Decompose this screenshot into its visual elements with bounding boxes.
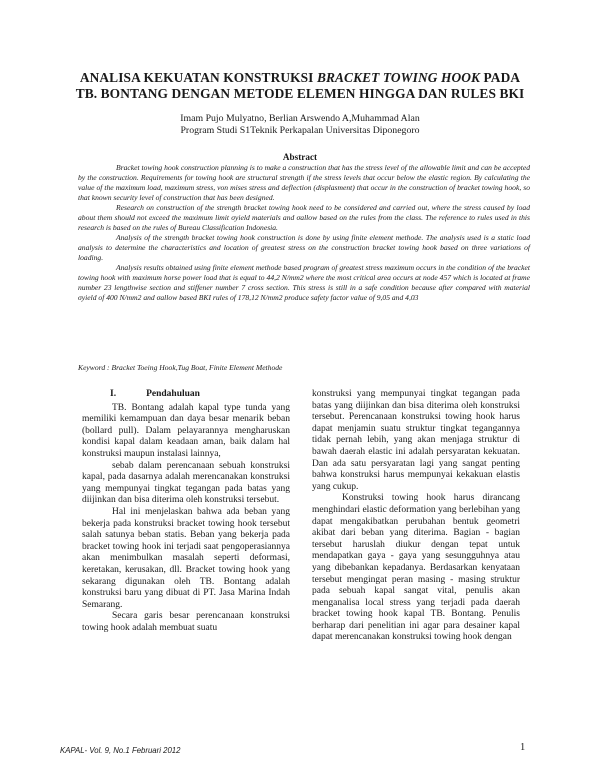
body-paragraph: Hal ini menjelaskan bahwa ada beban yang bekerja pada konstruksi bracket towing hook tersebut salah satunya beban statis. Beban yang bekerja pada bracket towing hook ini terjadi saat pengoperasiannya akan menimbulkan masalah seperti deformasi, keretakan, kerusakan, dll. Bracket towing hook yang sekarang digunakan oleh TB. Bontang adalah konstruksi baru yang dibuat di PT. Jasa Marina Indah Semarang. (82, 506, 290, 610)
keywords: Keyword : Bracket Toeing Hook,Tug Boat, Finite Element Methode (78, 363, 283, 372)
section-number: I. (110, 389, 117, 399)
body-paragraph: Secara garis besar perencanaan konstruksi towing hook adalah membuat suatu (82, 611, 290, 633)
abstract-body (78, 163, 530, 303)
title-line-1: ANALISA KEKUATAN KONSTRUKSI BRACKET TOWING HOOK PADA (79, 70, 521, 85)
right-column (312, 389, 520, 644)
page-number: 1 (520, 742, 526, 753)
body-paragraph: TB. Bontang adalah kapal type tunda yang memiliki kemampuan dan daya besar menarik beban (bollard pull). Dalam pelayarannya mengharuskan kondisi kapal dalam keadaan aman, baik dalam hal konstruksi maupun instalasi lainnya, (82, 402, 290, 459)
body-paragraph: konstruksi yang mempunyai tingkat tegangan pada batas yang diijinkan dan bisa diterima oleh konstruksi tersebut. Perencanaan konstruksi towing hook harus dapat menjamin suatu struktur tingkat tegangannya tidak pernah lebih, yang akan menjaga struktur di bawah daerah elastic ini adalah persyaratan kekuatan. Dan ada satu persyaratan lagi yang sangat penting bahwa konstruksi harus mempunyai kekakuan elastis yang cukup. (312, 389, 520, 492)
section-title: Pendahuluan (146, 389, 200, 399)
abstract-paragraph: Analysis results obtained using finite element methode based program of greatest stress maximum occurs in the condition of the bracket towing hook with maximum horse power load that is equal to 44,2 N/mm2 where the most critical area occurs at node 457 which is located at frame number 23 lengthwise section and stiffener number 7 cross section. This stress is still in a safe condition because after compared with material σyield of 400 N/mm2 and σallow based BKI rules of 178,12 N/mm2 produce safety factor value of 9,05 and 4,03 (78, 263, 530, 302)
abstract-heading: Abstract (282, 152, 318, 162)
affiliation: Program Studi S1Teknik Perkapalan Universitas Diponegoro (180, 125, 420, 136)
section-heading (82, 389, 290, 401)
journal-footer: KAPAL- Vol. 9, No.1 Februari 2012 (60, 746, 181, 755)
abstract-paragraph: Bracket towing hook construction planning is to make a construction that has the stress level of the allowable limit and can be accepted by the construction. Requirements for towing hook are structural strength if the stress levels that occur below the elastic region. By calculating the value of the maximum load, maximum stress, von mises stress and deflection (displasment) that occur in the construction of bracket towing hook, so that known security level of construction that has been designed. (78, 163, 530, 202)
abstract-paragraph: Research on construction of the strength bracket towing hook need to be considered and carried out, where the stress caused by load about them should not exceed the maximum limit σyield materials and σallow based on the rules from the class. The reference to rules used in this research is based on the rules of Bureau Classification Indonesia. (78, 203, 530, 232)
body-paragraph: Konstruksi towing hook harus dirancang menghindari elastic deformation yang berlebihan yang dapat mengakibatkan perubahan bentuk geometri akibat dari beban yang diterima. Bagian - bagian tersebut haruslah diukur dengan tepat untuk mendapatkan gaya - gaya yang sesungguhnya atau yang dibebankan kepadanya. Berdasarkan kenyataan tersebut mengingat peran masing - masing struktur pada sebuah kapal sangat vital, penulis akan menganalisa local stress yang terjadi pada daerah bracket towing hook kapal TB. Bontang. Penulis berharap dari penelitian ini agar para desainer kapal dapat merencanakan konstruksi towing hook dengan (312, 493, 520, 643)
author-block (40, 113, 560, 137)
abstract-paragraph: Analysis of the strength bracket towing hook construction is done by using finite element methode. The analysis used is a static load analysis to determine the characteristics and location of greatest stress on the construction bracket towing hook based on three variations of loading. (78, 233, 530, 262)
body-paragraph: sebab dalam perencanaan sebuah konstruksi kapal, pada dasarnya adalah merencanakan konstruksi yang mempunyai tingkat tegangan pada batas yang diijinkan dan bisa diterima oleh konstruksi tersebut. (82, 460, 290, 506)
paper-title (40, 70, 560, 102)
title-line-2: TB. BONTANG DENGAN METODE ELEMEN HINGGA DAN RULES BKI (75, 86, 525, 101)
left-column (82, 389, 290, 634)
authors: Imam Pujo Mulyatno, Berlian Arswendo A,Muhammad Alan (180, 113, 420, 124)
